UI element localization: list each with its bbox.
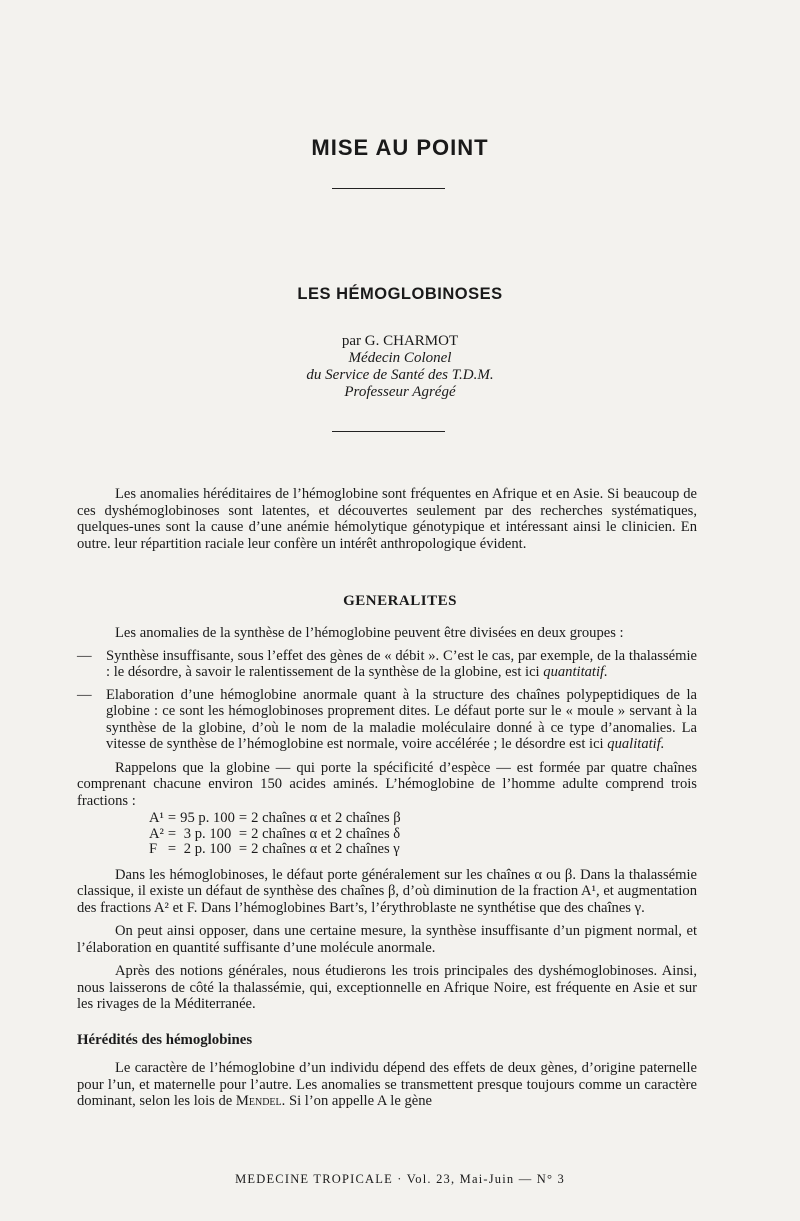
paragraph: On peut ainsi opposer, dans une certaine mesure, la synthèse insuffisante d’un pigment normal, et l’élaboration en quantité suffisante d’une molécule anormale. [77, 923, 697, 956]
fraction-row [149, 842, 405, 858]
fraction-val: 95 p. 100 [180, 810, 235, 826]
divider-rule [332, 188, 445, 189]
dash-marker: — [77, 647, 92, 664]
spacer [77, 916, 697, 923]
paragraph [77, 1060, 697, 1110]
fraction-val: 3 p. 100 [180, 825, 232, 842]
fraction-name: F [149, 841, 158, 857]
author-title-2: du Service de Santé des T.D.M. [306, 367, 494, 383]
generalites-heading: GENERALITES [343, 593, 457, 609]
spacer [77, 1048, 697, 1060]
fraction-desc: 2 chaînes α et 2 chaînes δ [251, 825, 401, 842]
author-title-3: Professeur Agrégé [344, 384, 456, 400]
fraction-eq2: = [238, 825, 248, 842]
paragraph: Après des notions générales, nous étudierons les trois principales des dyshémoglobinoses. Ainsi, nous laisserons de côté la thalassémie, qui, exceptionnelle en Afrique Noire, est fréquente en Asie et sur les rivages de la Méditerranée. [77, 963, 697, 1012]
spacer [77, 753, 697, 760]
intro-block [77, 486, 697, 552]
spacer [77, 860, 697, 867]
fraction-val: 2 p. 100 [180, 841, 232, 857]
fraction-desc: 2 chaînes α et 2 chaînes β [251, 810, 401, 826]
divider-rule [332, 431, 445, 432]
list-item [77, 687, 697, 753]
spacer [77, 956, 697, 963]
byline [0, 333, 800, 401]
paragraph-text: Le caractère de l’hémoglobine d’un individu dépend des effets de deux gènes, d’origine paternelle pour l’un, et maternelle pour l’autre. Les anomalies se transmettent presque toujours comme un caractère dominant, selon les lois de [77, 1060, 697, 1109]
section-heading: MISE AU POINT [311, 135, 489, 160]
fraction-desc: 2 chaînes α et 2 chaînes γ [251, 841, 400, 857]
author-name: Mendel [235, 1093, 282, 1109]
fraction-eq2: = [238, 841, 248, 857]
paragraph: Dans les hémoglobinoses, le défaut porte généralement sur les chaînes α ou β. Dans la thalassémie classique, il existe un défaut de synthèse des chaînes β, d’où diminution de la fraction A¹, et augmentation des fractions A² et F. Dans l’hémoglobines Bart’s, l’érythroblaste ne synthétise que des chaînes γ. [77, 866, 697, 916]
generalites-body [77, 625, 697, 1110]
dash-marker: — [77, 686, 92, 703]
list-item [77, 648, 697, 681]
article-title: LES HÉMOGLOBINOSES [297, 285, 503, 303]
fraction-eq: = [167, 825, 177, 842]
paragraph: Rappelons que la globine — qui porte la spécificité d’espèce — est formée par quatre chaînes comprenant chacune environ 150 acides aminés. L’hémoglobine de l’homme adulte comprend trois fractions : [77, 759, 697, 809]
fraction-eq: = [167, 841, 177, 857]
list-item-emphasis: qualitatif. [607, 736, 665, 752]
fraction-row [149, 827, 405, 843]
paragraph: Les anomalies de la synthèse de l’hémoglobine peuvent être divisées en deux groupes : [115, 625, 624, 641]
fractions-table [149, 811, 405, 858]
fraction-eq: = [167, 810, 177, 826]
page-footer: MEDECINE TROPICALE · Vol. 23, Mai-Juin — N° 3 [235, 1172, 565, 1186]
author-title-1: Médecin Colonel [348, 350, 452, 366]
fraction-name: A¹ [149, 810, 164, 826]
spacer [77, 1013, 697, 1032]
list-item-text: Elaboration d’une hémoglobine anormale quant à la structure des chaînes polypeptidiques de la globine : ce sont les hémoglobinoses proprement dites. Le défaut porte sur le « moule » servant à la synthèse de la globine, d’où le nom de la maladie moléculaire donné à ce type d’anomalies. La vitesse de synthèse de l’hémoglobine est normale, voire accélérée ; le désordre est ici [106, 686, 697, 752]
list-item-emphasis: quantitatif. [543, 664, 608, 680]
intro-paragraph: Les anomalies héréditaires de l’hémoglobine sont fréquentes en Afrique et en Asie. Si beaucoup de ces dyshémoglobinoses sont latentes, et découvertes seulement par des recherches systématiques, quelques-unes sont la cause d’une anémie hémolytique génotypique et intéressant ainsi le clinicien. En outre. leur répartition raciale leur confère un intérêt anthropologique évident. [77, 486, 697, 552]
fraction-eq2: = [238, 810, 248, 826]
list-item-text: Synthèse insuffisante, sous l’effet des gènes de « débit ». C’est le cas, par exemple, de la thalassémie : le désordre, à savoir le ralentissement de la synthèse de la globine, est ici [106, 647, 697, 680]
author-line: par G. CHARMOT [341, 333, 459, 349]
subsection-heading: Hérédités des hémoglobines [77, 1031, 253, 1048]
fraction-row [149, 811, 405, 827]
fraction-name: A² [149, 825, 164, 842]
paragraph-text: . Si l’on appelle A le gène [281, 1093, 433, 1109]
